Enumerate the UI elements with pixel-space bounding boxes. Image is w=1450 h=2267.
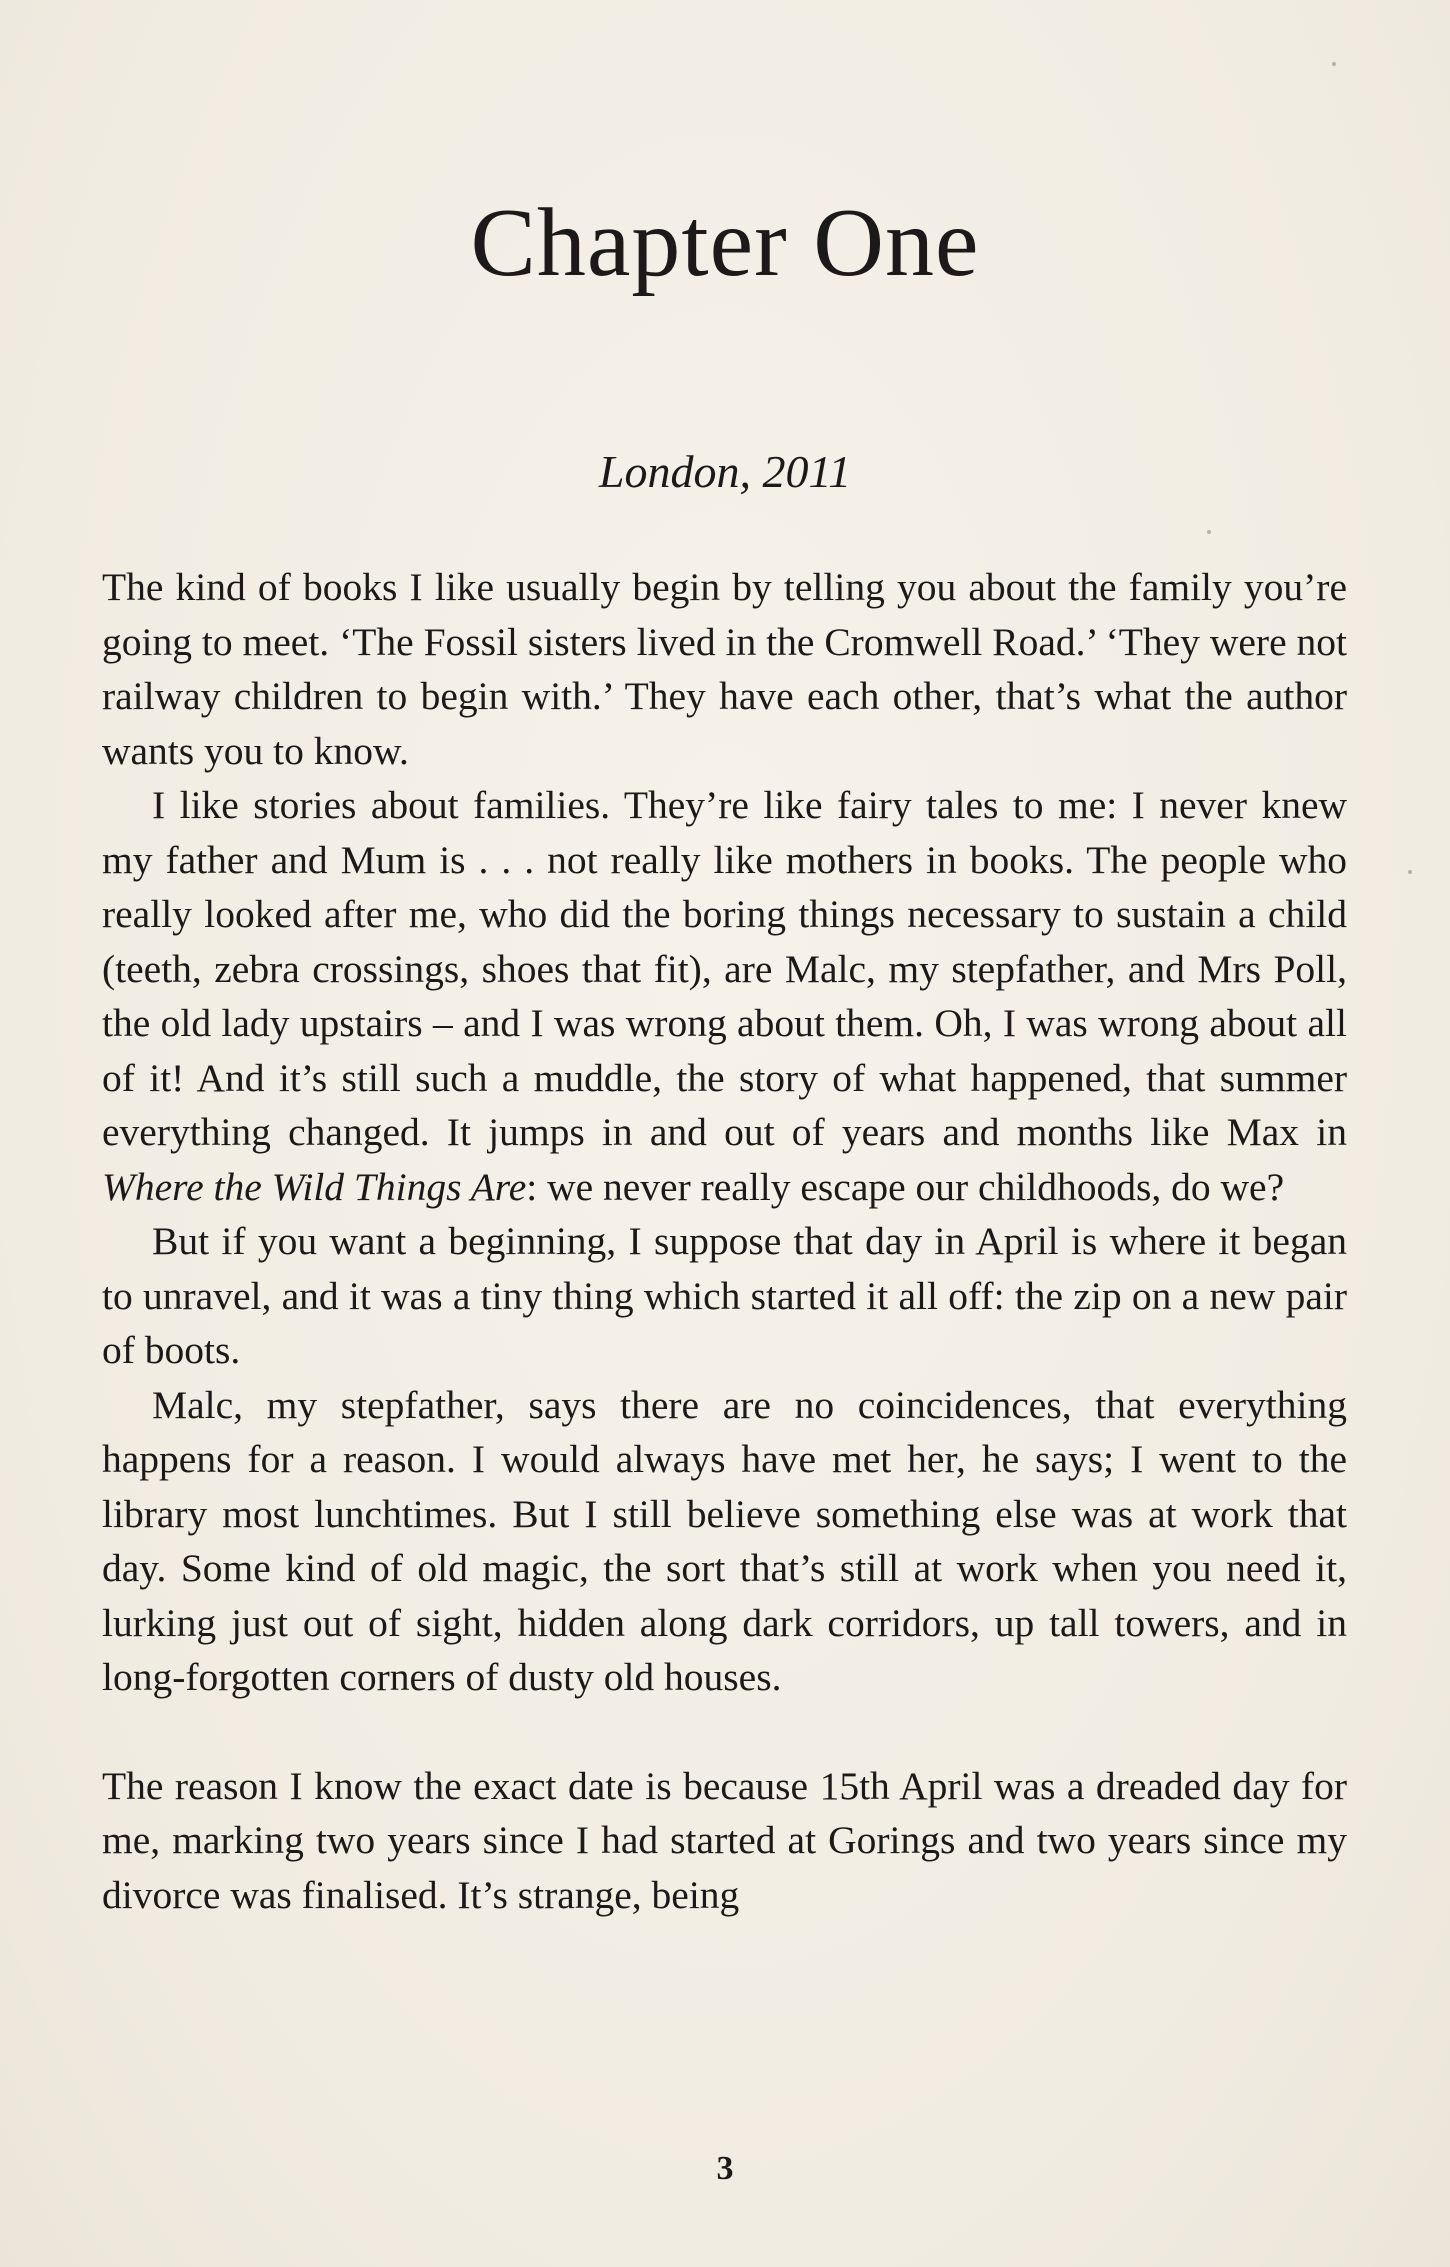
- paragraph-2: [102, 778, 1347, 1214]
- chapter-body: [102, 560, 1347, 1922]
- paragraph-2-text: I like stories about families. They’re like fairy tales to me: I never knew my father and Mum is . . . not really like mothers in books. The people who really looked after me, who did the boring things necessary to sustain a child (teeth, zebra crossings, shoes that fit), are Malc, my stepfather, and Mrs Poll, the old lady upstairs – and I was wrong about them. Oh, I was wrong about all of it! And it’s still such a muddle, the story of what happened, that summer everything changed. It jumps in and out of years and months like Max in: [102, 783, 1347, 1154]
- page-number: 3: [716, 2150, 734, 2187]
- chapter-place-date: London, 2011: [598, 446, 852, 497]
- chapter-title: Chapter One: [470, 189, 980, 297]
- paragraph-2-tail: : we never really escape our childhoods, do we?: [526, 1164, 1285, 1209]
- paper-speck: [1332, 62, 1336, 66]
- paragraph-5: The reason I know the exact date is because 15th April was a dreaded day for me, marking two years since I had started at Gorings and two years since my divorce was finalised. It’s strange, being: [102, 1763, 1347, 1917]
- book-title-italic: Where the Wild Things Are: [102, 1164, 527, 1209]
- paper-speck: [1408, 870, 1412, 874]
- paragraph-4: Malc, my stepfather, says there are no coincidences, that everything happens for a reason. I would always have met her, he says; I went to the library most lunchtimes. But I still believe something else was at work that day. Some kind of old magic, the sort that’s still at work when you need it, lurking just out of sight, hidden along dark corridors, up tall towers, and in long-forgotten corners of dusty old houses.: [102, 1382, 1347, 1699]
- paper-speck: [1207, 530, 1211, 534]
- paragraph-1: The kind of books I like usually begin by telling you about the family you’re going to meet. ‘The Fossil sisters lived in the Cromwell Road.’ ‘They were not railway children to begin with.’ They have each other, that’s what the author wants you to know.: [102, 565, 1347, 773]
- paragraph-3: But if you want a beginning, I suppose that day in April is where it began to unravel, and it was a tiny thing which started it all off: the zip on a new pair of boots.: [102, 1219, 1347, 1372]
